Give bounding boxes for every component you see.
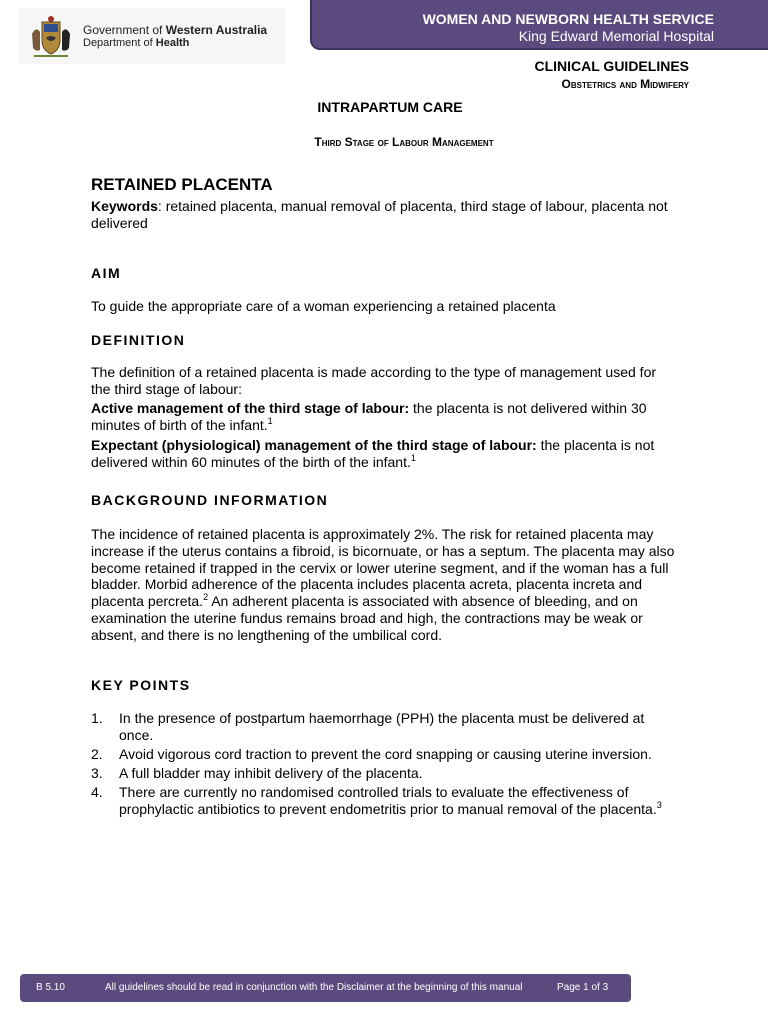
keywords: Keywords: retained placenta, manual removal of placenta, third stage of labour, placenta not delivered	[91, 198, 668, 231]
hospital-name: King Edward Memorial Hospital	[518, 28, 714, 44]
guideline-code: B 5.10	[36, 982, 65, 993]
category-heading: INTRAPARTUM CARE	[317, 99, 463, 115]
background-body: The incidence of retained placenta is approximately 2%. The risk for retained placenta may increase if the uterus contains a fibroid, is bicornuate, or has a septum. The placenta may also become retained if trapped in the cervix or lower uterine segment, and if the woman has a full bladder. Morbid adherence of the placenta includes placenta acreta, placenta increta and placenta percreta.$^2$ An adherent placenta is associated with absence of bleeding, and on examination the uterine fundus remains broad and high, the contractions may be weak or absent, and there is no lengthening of the umbilical cord.	[91, 526, 675, 643]
coat-of-arms-icon	[28, 14, 74, 60]
doc-title: RETAINED PLACENTA	[91, 175, 273, 194]
background-heading: BACKGROUND INFORMATION	[91, 492, 329, 508]
keypoints-heading: KEY POINTS	[91, 677, 191, 693]
gov-name: Government of Western Australia	[83, 23, 268, 37]
definition-intro: The definition of a retained placenta is made according to the type of management used for the third stage of labour:	[91, 364, 657, 397]
disclaimer-text: All guidelines should be read in conjunction with the Disclaimer at the beginning of this manual	[105, 982, 523, 993]
list-item: 4. There are currently no randomised controlled trials to evaluate the effectiveness of prophylactic antibiotics to prevent endometritis prior to manual removal of the placenta.$^3$	[91, 784, 662, 817]
list-item: 2. Avoid vigorous cord traction to prevent the cord snapping or causing uterine inversion.	[91, 746, 652, 762]
aim-text: To guide the appropriate care of a woman experiencing a retained placenta	[91, 298, 556, 314]
clinical-guidelines-label: CLINICAL GUIDELINES	[534, 58, 689, 74]
service-banner	[310, 0, 768, 50]
aim-heading: AIM	[91, 265, 122, 281]
definition-body	[91, 364, 676, 471]
page-number: Page 1 of 3	[557, 982, 609, 993]
service-title: WOMEN AND NEWBORN HEALTH SERVICE	[422, 11, 714, 27]
subcategory-heading: Third Stage of Labour Management	[314, 135, 494, 149]
keypoints-list	[91, 710, 676, 820]
gov-logo	[18, 8, 286, 64]
page-footer	[20, 974, 631, 1002]
definition-expectant: Expectant (physiological) management of the third stage of labour: the placenta is not delivered within 60 minutes of the birth of the infant.$^1$	[91, 437, 655, 470]
specialty-label: Obstetrics and Midwifery	[561, 77, 689, 91]
list-item: 1. In the presence of postpartum haemorrhage (PPH) the placenta must be delivered at once.	[91, 710, 645, 743]
definition-heading: DEFINITION	[91, 332, 186, 348]
department-name: Department of Health	[83, 37, 190, 49]
list-item: 3. A full bladder may inhibit delivery of the placenta.	[91, 765, 423, 781]
definition-active: Active management of the third stage of labour: the placenta is not delivered within 30 minutes of birth of the infant.$^1$	[91, 400, 647, 433]
